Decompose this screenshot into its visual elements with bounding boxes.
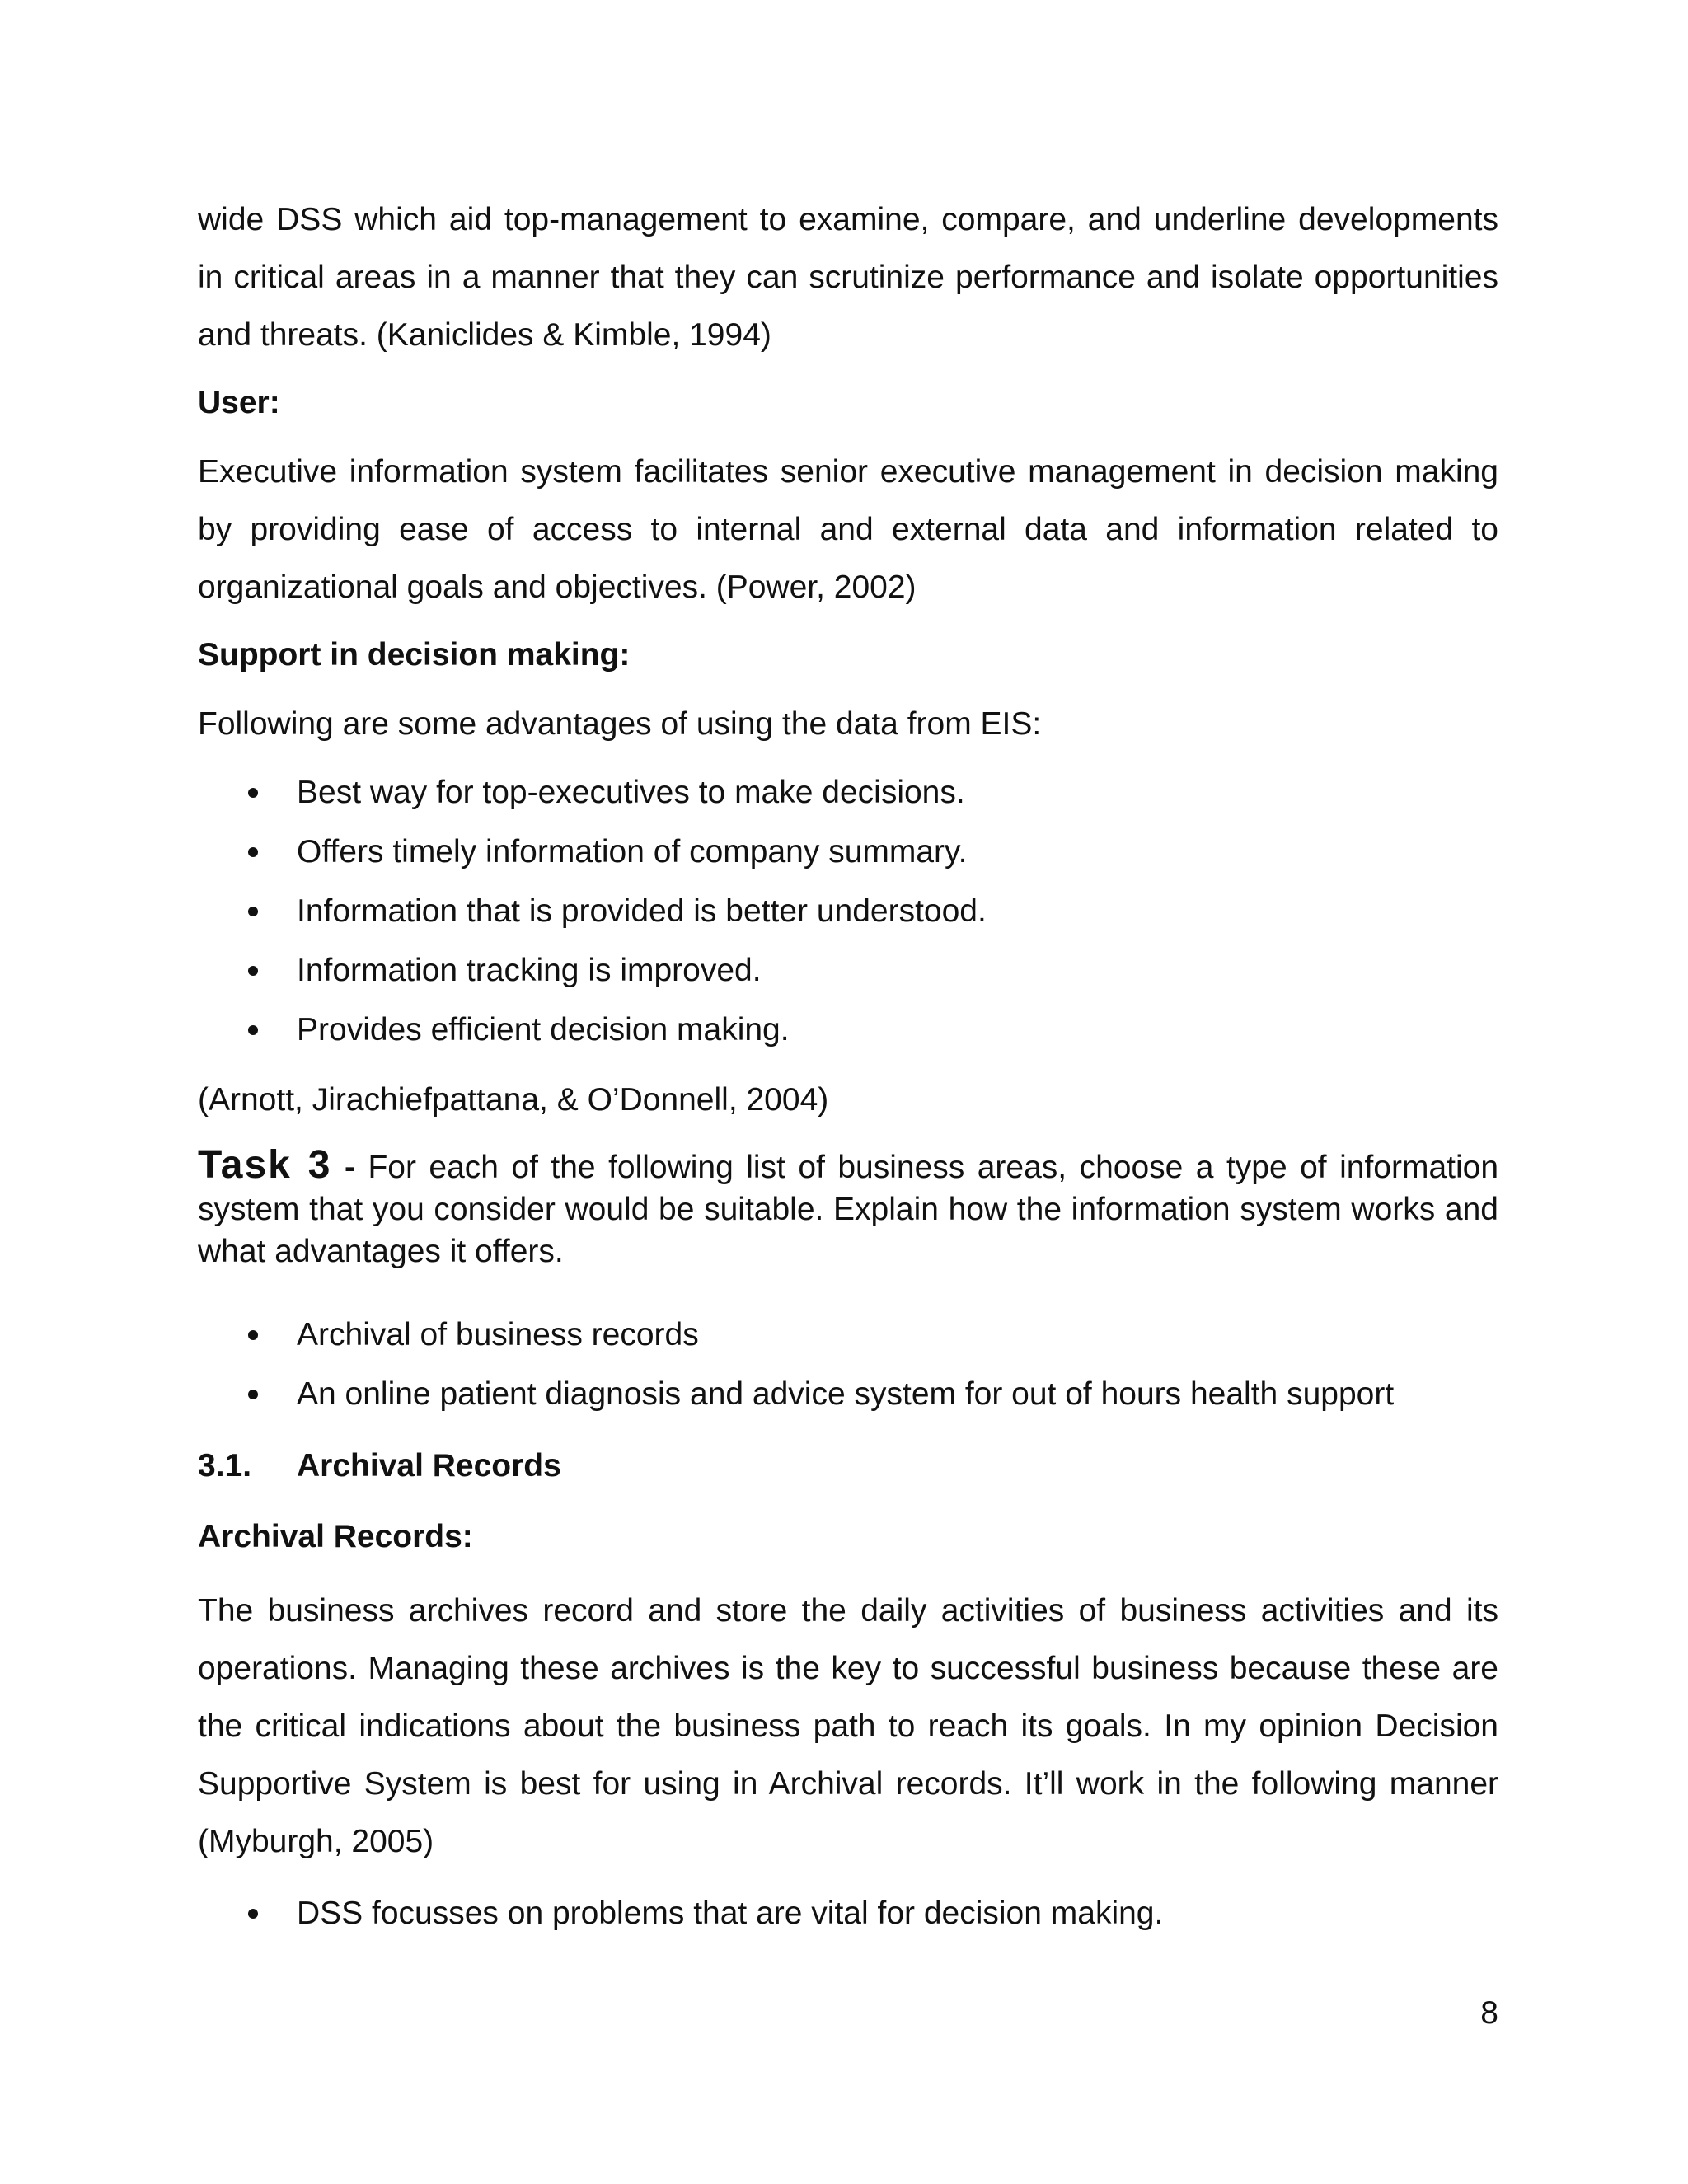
list-item	[198, 1365, 1498, 1424]
support-intro: Following are some advantages of using the data from EIS:	[198, 706, 1042, 742]
user-heading: User:	[198, 385, 280, 420]
bullet-icon	[248, 1909, 258, 1919]
bullet-icon	[248, 1390, 258, 1399]
task-label: Task 3	[198, 1143, 332, 1187]
list-item	[198, 1305, 1498, 1365]
section-title: Archival Records	[297, 1448, 561, 1483]
task-3-paragraph	[198, 1144, 1498, 1272]
list-item-text: Information tracking is improved.	[297, 953, 762, 988]
section-number: 3.1.	[198, 1448, 252, 1483]
archival-paragraph: The business archives record and store the daily activities of business activities and its operations. Managing these archives is the key to successful business because these are the critical indications about the business path to reach its goals. In my opinion Decision Supportive System is best for using in Archival records. It’ll work in the following manner (Myburgh, 2005)	[198, 1593, 1498, 1859]
user-paragraph: Executive information system facilitates senior executive management in decision making by providing ease of access to internal and external data and information related to organizational goals and objectives. (Power, 2002)	[198, 454, 1498, 605]
task-dash: -	[344, 1150, 355, 1185]
bullet-icon	[248, 847, 258, 857]
bullet-icon	[248, 1330, 258, 1340]
list-item	[198, 1884, 1498, 1943]
task-items-list	[198, 1305, 1498, 1424]
list-item-text: Best way for top-executives to make decisions.	[297, 775, 965, 810]
bullet-icon	[248, 907, 258, 916]
list-item	[198, 882, 1498, 941]
archival-items-list	[198, 1884, 1498, 1943]
bullet-icon	[248, 1025, 258, 1035]
list-item-text: DSS focusses on problems that are vital for decision making.	[297, 1896, 1164, 1931]
list-item-text: Offers timely information of company summary.	[297, 834, 968, 869]
list-item-text: Information that is provided is better understood.	[297, 893, 987, 929]
archival-heading: Archival Records:	[198, 1519, 473, 1554]
page-number: 8	[1480, 1995, 1498, 2031]
task-text: For each of the following list of business areas, choose a type of information system that you consider would be suitable. Explain how the information system works and what advantages it offers.	[198, 1150, 1499, 1269]
advantages-list	[198, 763, 1498, 1060]
list-item-text: An online patient diagnosis and advice system for out of hours health support	[297, 1376, 1395, 1412]
intro-paragraph: wide DSS which aid top-management to examine, compare, and underline developments in critical areas in a manner that they can scrutinize performance and isolate opportunities and threats. (Kaniclides & Kimble, 1994)	[198, 202, 1498, 353]
support-heading: Support in decision making:	[198, 637, 631, 673]
list-item-text: Archival of business records	[297, 1317, 699, 1352]
list-item	[198, 763, 1498, 823]
document-page	[198, 191, 1498, 1943]
advantages-citation: (Arnott, Jirachiefpattana, & O’Donnell, 2004)	[198, 1082, 829, 1118]
list-item	[198, 1001, 1498, 1060]
bullet-icon	[248, 788, 258, 798]
bullet-icon	[248, 966, 258, 976]
list-item	[198, 941, 1498, 1001]
section-heading	[198, 1437, 1498, 1495]
list-item-text: Provides efficient decision making.	[297, 1012, 790, 1047]
list-item	[198, 823, 1498, 882]
